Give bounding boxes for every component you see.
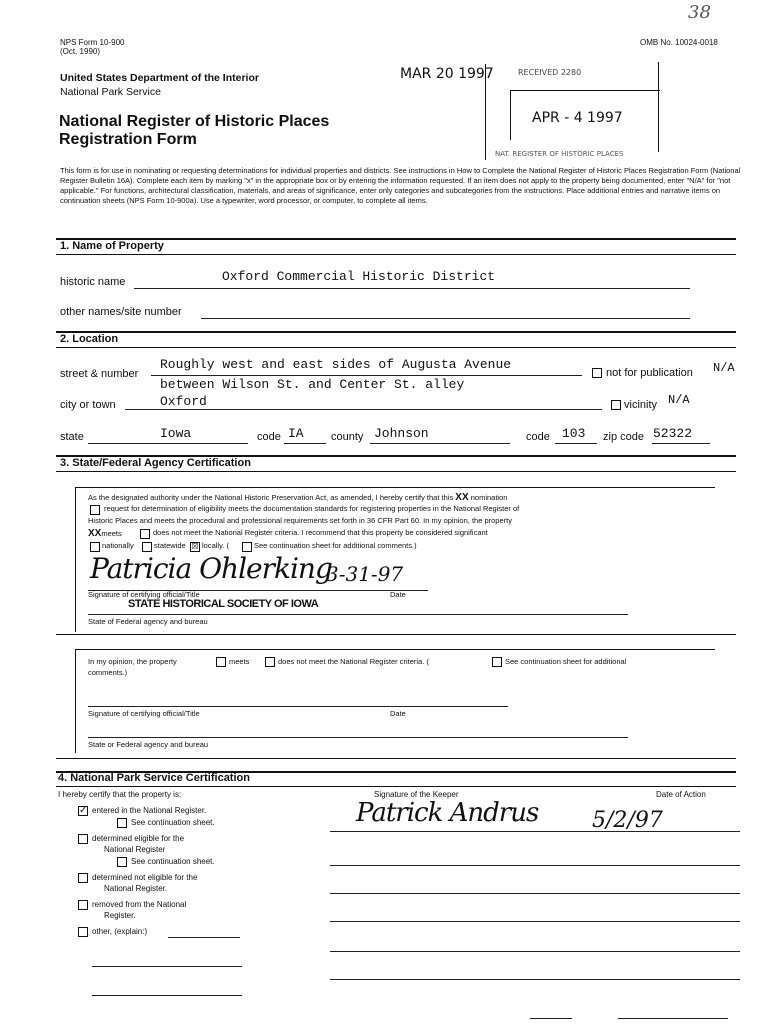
locally-label: locally. (: [202, 541, 229, 550]
vicinity-checkbox[interactable]: [611, 400, 621, 410]
stamp-date-april: APR - 4 1997: [532, 110, 623, 126]
does-not-meet-checkbox[interactable]: [140, 529, 150, 539]
county-value[interactable]: Johnson: [374, 426, 429, 441]
opinion-sig-label: Signature of certifying official/Title: [88, 709, 200, 718]
date-of-action-value: 5/2/97: [592, 808, 663, 833]
certifying-date: 3-31-97: [326, 562, 404, 586]
eligible-label1: determined eligible for the: [92, 834, 185, 843]
omb-number: OMB No. 10024-0018: [640, 38, 718, 47]
county-label: county: [331, 431, 364, 443]
historic-name-value[interactable]: Oxford Commercial Historic District: [222, 269, 496, 284]
date-label: Date: [390, 590, 406, 599]
opinion-text-c: does not meet the National Register criteria. (: [278, 657, 429, 666]
county-code-value[interactable]: 103: [562, 426, 586, 441]
keeper-signature: Patrick Andrus: [356, 798, 539, 828]
statewide-checkbox[interactable]: [142, 542, 152, 552]
date-of-action-label: Date of Action: [656, 790, 706, 799]
opinion-date-label: Date: [390, 709, 406, 718]
section1-heading: 1. Name of Property: [60, 240, 164, 252]
meets-mark[interactable]: XX: [88, 528, 102, 539]
form-date: (Oct. 1990): [60, 47, 101, 56]
request-determination-checkbox[interactable]: [90, 505, 100, 515]
cert-meets-label: meets: [101, 529, 122, 538]
eligible-continuation-label: See continuation sheet.: [131, 857, 215, 866]
city-label: city or town: [60, 399, 116, 411]
entered-continuation-label: See continuation sheet.: [131, 818, 215, 827]
zip-value[interactable]: 52322: [653, 426, 693, 441]
entered-continuation-checkbox[interactable]: [117, 818, 127, 828]
street-value-line1[interactable]: Roughly west and east sides of Augusta Avenue: [160, 357, 512, 372]
certify-label: I hereby certify that the property is:: [58, 790, 182, 799]
not-eligible-label1: determined not eligible for the: [92, 873, 198, 882]
see-continuation-label: See continuation sheet for additional comments.): [254, 541, 417, 550]
cert-line4b: does not meet the National Register criteria. I recommend that this property be considered significant: [153, 528, 488, 537]
form-title-line2: Registration Form: [59, 131, 197, 148]
opinion-meets-checkbox[interactable]: [216, 657, 226, 667]
certifying-signature: Patricia Ohlerking: [90, 552, 332, 585]
keeper-label: Signature of the Keeper: [374, 790, 459, 799]
not-eligible-checkbox[interactable]: [78, 873, 88, 883]
cert-line1a: As the designated authority under the National Historic Preservation Act, as amended, I hereby certify that this: [88, 493, 454, 502]
vicinity-value: N/A: [668, 393, 690, 407]
department-name: United States Department of the Interior: [60, 72, 259, 84]
service-name: National Park Service: [60, 86, 161, 98]
entered-label: entered in the National Register.: [92, 806, 207, 815]
sig-label: Signature of certifying official/Title: [88, 590, 200, 599]
removed-checkbox[interactable]: [78, 900, 88, 910]
nationally-label: nationally: [102, 541, 134, 550]
section4-heading: 4. National Park Service Certification: [58, 772, 250, 784]
form-id: NPS Form 10-900: [60, 38, 125, 47]
stamp-date-march: MAR 20 1997: [400, 66, 494, 82]
cert-line1b: nomination: [470, 493, 508, 502]
opinion-text-d: See continuation sheet for additional: [505, 657, 627, 666]
section2-heading: 2. Location: [60, 333, 119, 345]
statewide-label: statewide: [154, 541, 186, 550]
agency-label: State of Federal agency and bureau: [88, 617, 208, 626]
state-code-value[interactable]: IA: [288, 426, 304, 441]
not-eligible-label2: National Register.: [104, 884, 168, 893]
eligible-label2: National Register: [104, 845, 166, 854]
other-checkbox[interactable]: [78, 927, 88, 937]
vicinity-label: vicinity: [624, 399, 658, 411]
section3-heading: 3. State/Federal Agency Certification: [60, 457, 251, 469]
other-label: other, (explain:): [92, 927, 148, 936]
removed-label1: removed from the National: [92, 900, 187, 909]
see-continuation-checkbox[interactable]: [242, 542, 252, 552]
nomination-mark: XX: [455, 492, 469, 503]
not-for-publication-value: N/A: [713, 361, 735, 375]
state-label: state: [60, 431, 84, 443]
opinion-does-not-meet-checkbox[interactable]: [265, 657, 275, 667]
state-code-label: code: [257, 431, 281, 443]
county-code-label: code: [526, 431, 550, 443]
opinion-text-a: In my opinion, the property: [88, 657, 177, 666]
not-for-publication-checkbox[interactable]: [592, 368, 602, 378]
cert-line3: Historic Places and meets the procedural and professional requirements set forth in 36 CFR Part 60. In my opinion, the property: [88, 516, 512, 525]
zip-label: zip code: [603, 431, 644, 443]
street-value-line2[interactable]: between Wilson St. and Center St. alley: [160, 377, 465, 392]
locally-checkbox[interactable]: ☒: [191, 542, 199, 551]
opinion-meets-label: meets: [229, 657, 250, 666]
nationally-checkbox[interactable]: [90, 542, 100, 552]
entered-checkbox[interactable]: ✓: [79, 805, 88, 816]
agency-stamp: STATE HISTORICAL SOCIETY OF IOWA: [128, 598, 319, 610]
cert-line2: request for determination of eligibility meets the documentation standards for registering properties in the National Register of: [104, 504, 520, 513]
opinion-text-e: comments.): [88, 668, 128, 677]
state-value[interactable]: Iowa: [160, 426, 192, 441]
eligible-continuation-checkbox[interactable]: [117, 857, 127, 867]
other-names-label: other names/site number: [60, 306, 182, 318]
opinion-continuation-checkbox[interactable]: [492, 657, 502, 667]
opinion-agency-label: State or Federal agency and bureau: [88, 740, 209, 749]
form-title-line1: National Register of Historic Places: [59, 113, 330, 130]
corner-handwritten-mark: 38: [688, 2, 711, 23]
city-value[interactable]: Oxford: [160, 394, 207, 409]
not-for-publication-label: not for publication: [606, 367, 693, 379]
eligible-checkbox[interactable]: [78, 834, 88, 844]
historic-name-label: historic name: [60, 276, 126, 288]
removed-label2: Register.: [104, 911, 136, 920]
stamp-received: RECEIVED 2280: [518, 68, 582, 77]
intro-instructions: This form is for use in nominating or requesting determinations for individual properties and districts. See instructions in How to Complete the National Register of Historic Places Registration Form (National Register Bulletin 16A). Complete each item by marking "x" in the appropriate box or by entering the information requested. If an item does not apply to the property being documented, enter "N/A" for "not applicable." For functions, architectural classification, materials, and areas of significance, enter only categories and subcategories from the instructions. Place additional entries and narrative items on continuation sheets (NPS Form 10-900a). Use a typewriter, word processor, or computer, to complete all items.: [60, 166, 741, 205]
stamp-nat-reg: NAT. REGISTER OF HISTORIC PLACES: [495, 150, 624, 158]
street-label: street & number: [60, 368, 139, 380]
